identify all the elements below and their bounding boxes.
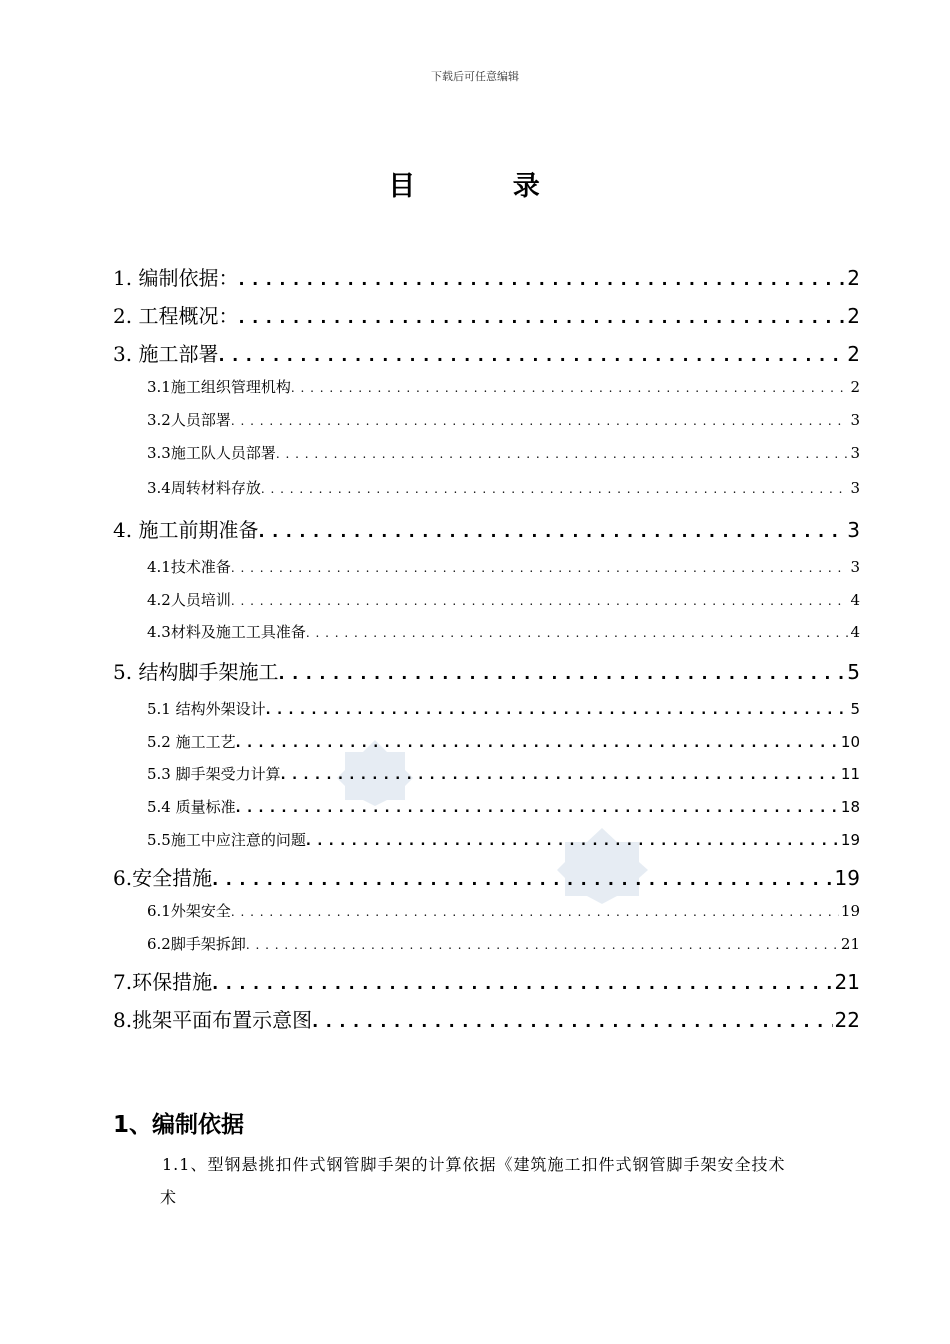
toc-leader: [238, 270, 845, 289]
toc-entry[interactable]: [147, 589, 860, 610]
toc-entry-label: 7.环保措施: [113, 970, 213, 994]
page-header: 下载后可任意编辑: [431, 70, 519, 83]
toc-entry[interactable]: [113, 262, 860, 291]
paragraph-line: 术: [160, 1188, 178, 1207]
toc-entry-page: 21: [840, 935, 860, 953]
toc-entry-label: 5.1 结构外架设计: [147, 700, 266, 718]
toc-entry-page: 2: [847, 266, 860, 290]
toc-entry-label: 3.2人员部署: [147, 411, 231, 429]
toc-entry-label: 3. 施工部署: [113, 342, 219, 366]
toc-entry-page: 2: [850, 378, 860, 396]
toc-leader: [238, 308, 845, 327]
toc-entry[interactable]: [147, 442, 860, 463]
toc-entry-label: 4.1技术准备: [147, 558, 231, 576]
toc-entry[interactable]: [113, 1004, 860, 1033]
toc-leader: [276, 447, 849, 461]
toc-entry-label: 4. 施工前期准备: [113, 518, 259, 542]
toc-entry-label: 3.3施工队人员部署: [147, 444, 276, 462]
toc-entry-page: 3: [850, 479, 860, 497]
toc-entry[interactable]: [113, 300, 860, 329]
toc-entry-label: 4.2人员培训: [147, 591, 231, 609]
toc-entry-label: 5.4 质量标准: [147, 798, 236, 816]
toc-entry-label: 5.2 施工工艺: [147, 733, 236, 751]
toc-entry[interactable]: [147, 731, 860, 752]
toc-entry[interactable]: [147, 376, 860, 397]
toc-entry-page: 2: [847, 342, 860, 366]
toc-leader: [266, 703, 849, 718]
toc-entry-label: 6.安全措施: [113, 866, 213, 890]
toc-entry[interactable]: [147, 796, 860, 817]
toc-entry-page: 3: [850, 558, 860, 576]
toc-leader: [236, 736, 839, 751]
toc-leader: [246, 938, 839, 952]
toc-leader: [231, 905, 839, 919]
toc-entry-page: 5: [847, 660, 860, 684]
toc-entry-label: 3.4周转材料存放: [147, 479, 261, 497]
toc-entry-label: 3.1施工组织管理机构: [147, 378, 291, 396]
toc-leader: [261, 482, 849, 496]
toc-leader: [291, 381, 849, 395]
toc-entry-label: 6.1外架安全: [147, 902, 231, 920]
toc-entry[interactable]: [113, 862, 860, 891]
toc-leader: [278, 664, 845, 683]
toc-entry[interactable]: [147, 409, 860, 430]
toc-entry-page: 10: [840, 733, 860, 751]
toc-entry-page: 21: [834, 970, 860, 994]
toc-entry-page: 4: [850, 623, 860, 641]
toc-entry[interactable]: [147, 900, 860, 921]
toc-entry-page: 3: [850, 444, 860, 462]
toc-entry-label: 8.挑架平面布置示意图: [113, 1008, 313, 1032]
toc-entry-page: 5: [850, 700, 860, 718]
toc-entry-page: 11: [840, 765, 860, 783]
toc-entry-page: 19: [834, 866, 860, 890]
toc-entry-page: 18: [840, 798, 860, 816]
toc-leader: [212, 974, 832, 993]
toc-entry-page: 4: [850, 591, 860, 609]
toc-entry[interactable]: [147, 477, 860, 498]
toc-leader: [258, 522, 845, 541]
toc-entry[interactable]: [147, 621, 860, 642]
toc-leader: [236, 801, 839, 816]
toc-entry-label: 5. 结构脚手架施工: [113, 660, 279, 684]
toc-entry-label: 5.3 脚手架受力计算: [147, 765, 281, 783]
toc-entry-label: 5.5施工中应注意的问题: [147, 831, 306, 849]
toc-entry-page: 2: [847, 304, 860, 328]
toc-leader: [212, 870, 832, 889]
toc-entry-page: 3: [847, 518, 860, 542]
toc-leader: [231, 414, 849, 428]
paragraph-line: 1.1、型钢悬挑扣件式钢管脚手架的计算依据《建筑施工扣件式钢管脚手架安全技术: [162, 1155, 786, 1174]
toc-leader: [231, 594, 849, 608]
toc-leader: [231, 561, 849, 575]
toc-entry[interactable]: [147, 763, 860, 784]
toc-entry[interactable]: [147, 556, 860, 577]
toc-entry-label: 2. 工程概况：: [113, 304, 239, 328]
toc-entry-page: 22: [834, 1008, 860, 1032]
toc-leader: [312, 1012, 832, 1031]
toc-entry-page: 19: [840, 831, 860, 849]
toc-entry-page: 3: [850, 411, 860, 429]
toc-leader: [306, 834, 839, 849]
toc-leader: [306, 626, 849, 640]
toc-entry[interactable]: [147, 829, 860, 850]
toc-entry[interactable]: [147, 698, 860, 719]
toc-entry-page: 19: [840, 902, 860, 920]
toc-entry[interactable]: [113, 514, 860, 543]
section-heading: 1、编制依据: [113, 1112, 245, 1138]
toc-title: 目 录: [388, 171, 584, 202]
toc-entry[interactable]: [113, 656, 860, 685]
toc-entry-label: 1. 编制依据：: [113, 266, 239, 290]
body-paragraph: [162, 1148, 852, 1214]
toc-leader: [218, 346, 845, 365]
toc-entry-label: 6.2脚手架拆卸: [147, 935, 246, 953]
toc-leader: [281, 768, 839, 783]
toc-entry[interactable]: [147, 933, 860, 954]
toc-entry[interactable]: [113, 966, 860, 995]
toc-entry-label: 4.3材料及施工工具准备: [147, 623, 306, 641]
toc-entry[interactable]: [113, 338, 860, 367]
